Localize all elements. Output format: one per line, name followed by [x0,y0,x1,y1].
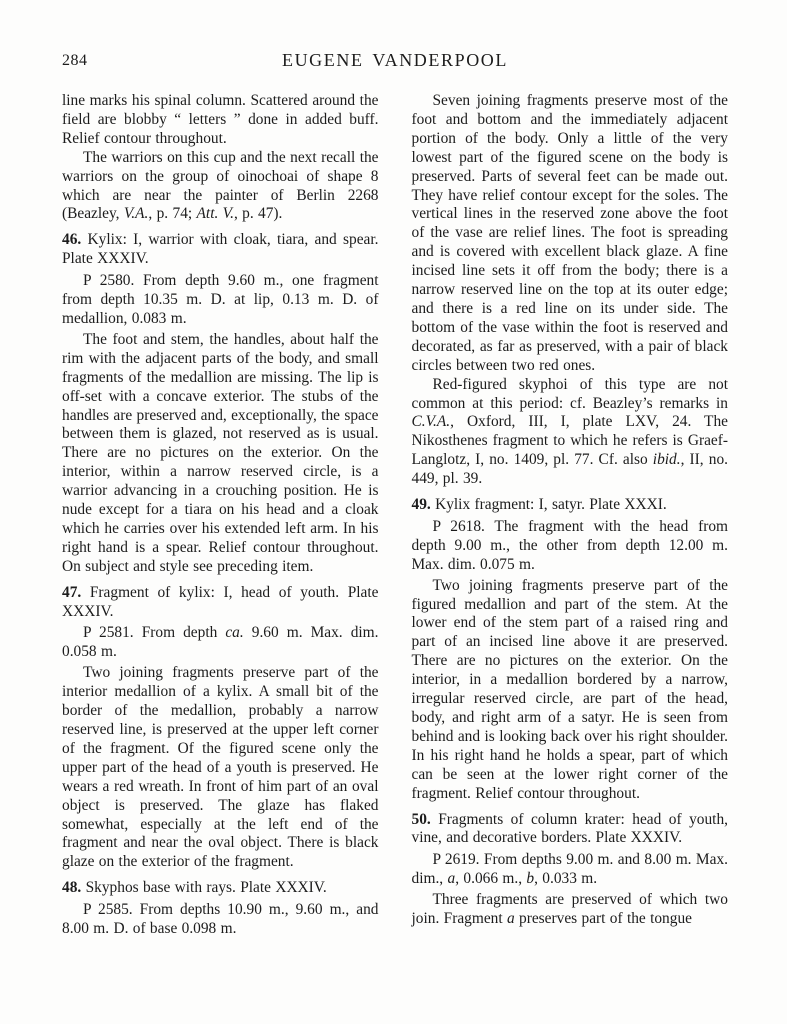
text-segment: , 0.033 m. [534,870,598,888]
text-segment: Three fragments are preserved of which two join. Fragment [411,891,728,928]
text-segment: , Oxford, III, I, plate LXV, 24. The Nikosthenes fragment to which he refers is Graef-Langlotz, I, no. 1409, pl. 77. Cf. also [411,413,728,469]
paragraph [412,518,729,575]
text-segment: Att. V. [196,205,234,223]
text-segment: Skyphos base with rays. Plate XXXIV. [81,879,327,897]
page-number: 284 [62,52,88,69]
text-segment: Red-figured skyphoi of this type are not common at this period: cf. Beazley’s remarks in [411,375,728,412]
text-segment: , p. 74; [148,205,197,223]
right-column [412,92,729,941]
text-columns [62,92,728,941]
text-segment: P 2619. From depths 9.00 m. and 8.00 m. Max. dim., [411,851,728,888]
text-segment: b [526,870,535,888]
text-segment: Two joining fragments preserve part of the figured medallion and part of the stem. At the lower end of the stem part of a raised ring and part of an incised line above it are preserved. There are no pictures on the exterior. On the interior, in a medallion bordered by a narrow, irregular reserved circle, are part of the head, body, and right arm of a satyr. He is seen from behind and is looking back over his right shoulder. In his right hand he holds a spear, part of which can be seen at the lower right corner of the fragment. Relief contour throughout. [411,576,728,802]
text-segment: P 2585. From depths 10.90 m., 9.60 m., and 8.00 m. D. of base 0.098 m. [62,901,379,938]
text-segment: 46. [62,231,82,249]
text-segment: C.V.A. [411,413,451,431]
catalog-entry-heading [412,496,729,515]
text-segment: Fragments of column krater: head of youth, vine, and decorative borders. Plate XXXIV. [411,810,728,847]
paragraph [412,891,729,929]
paragraph [412,92,729,376]
text-segment: preserves part of the tongue [514,910,692,928]
text-segment: , p. 47). [233,205,283,223]
text-segment: , 0.066 m., [455,870,527,888]
catalog-entry-heading [412,811,729,849]
paragraph [62,272,379,329]
text-segment: a [506,910,515,928]
running-head [62,50,728,74]
text-segment: ca. [225,624,244,642]
text-segment: Fragment of kylix: I, head of youth. Plate XXXIV. [62,583,379,620]
text-segment: P 2580. From depth 9.60 m., one fragment from depth 10.35 m. D. at lip, 0.13 m. D. of medallion, 0.083 m. [62,272,379,327]
text-segment: 47. [62,583,82,601]
catalog-entry-heading [62,231,379,269]
paragraph [62,664,379,872]
text-segment: line marks his spinal column. Scattered around the field are blobby “ letters ” done in added buff. Relief contour throughout. [62,92,379,147]
paragraph [412,376,729,489]
text-segment: The warriors on this cup and the next recall the warriors on the group of oinochoai of shape 8 which are near the painter of Berlin 2268 (Beazley, [62,148,379,223]
paragraph [62,92,379,149]
text-segment: Two joining fragments preserve part of the interior medallion of a kylix. A small bit of the border of the medallion, probably a narrow reserved line, is preserved at the upper left corner of the fragment. Of the figured scene only the upper part of the head of a youth is preserved. He wears a red wreath. In front of him part of an oval object is preserved. The glaze has flaked somewhat, especially at the left end of the fragment and near the oval object. There is black glaze on the exterior of the fragment. [62,664,379,871]
text-segment: 50. [411,810,431,828]
paragraph [62,149,379,225]
paragraph [412,851,729,889]
text-segment: a [447,870,456,888]
text-segment: V.A. [123,205,149,223]
catalog-entry-heading [62,879,379,898]
text-segment: Kylix fragment: I, satyr. Plate XXXI. [430,496,667,514]
text-segment: 48. [62,879,82,897]
text-segment: 9.60 m. Max. dim. 0.058 m. [62,624,379,661]
text-segment: Seven joining fragments preserve most of the foot and bottom and the immediately adjacent portion of the body. Only a little of the very lowest part of the figured scene on the body is preserved. Parts of several feet can be made out. They have relief contour except for the soles. The vertical lines in the reserved zone above the foot of the vase are relief lines. The foot is spreading and is covered with excellent black glaze. A fine incised line sets it off from the body; there is a narrow reserved line on the top at its outer edge; and there is a red line on its under side. The bottom of the vase within the foot is reserved and decorated, as far as preserved, with a pair of black circles between two red ones. [411,92,728,374]
paragraph [62,624,379,662]
left-column [62,92,379,941]
text-segment: The foot and stem, the handles, about half the rim with the adjacent parts of the body, and small fragments of the medallion are missing. The lip is off-set with a concave exterior. The stubs of the handles are preserved and, exceptionally, the space between them is glazed, not reserved as is usual. There are no pictures on the exterior. On the interior, within a narrow reserved circle, is a warrior advancing in a crouching position. He is nude except for a tiara on his head and a cloak which he carries over his extended left arm. In his right hand is a spear. Relief contour throughout. On subject and style see preceding item. [62,330,379,575]
paragraph [62,331,379,577]
text-segment: Kylix: I, warrior with cloak, tiara, and spear. Plate XXXIV. [62,231,379,268]
running-title: EUGENE VANDERPOOL [281,50,509,70]
text-segment: P 2581. From depth [83,624,226,642]
text-segment: P 2618. The fragment with the head from depth 9.00 m., the other from depth 12.00 m. Max. dim. 0.075 m. [411,517,728,573]
paragraph [412,577,729,804]
text-segment: , II, no. 449, pl. 39. [411,451,728,488]
catalog-entry-heading [62,584,379,622]
text-segment: ibid. [652,451,681,469]
text-segment: 49. [411,496,431,514]
paragraph [62,901,379,939]
